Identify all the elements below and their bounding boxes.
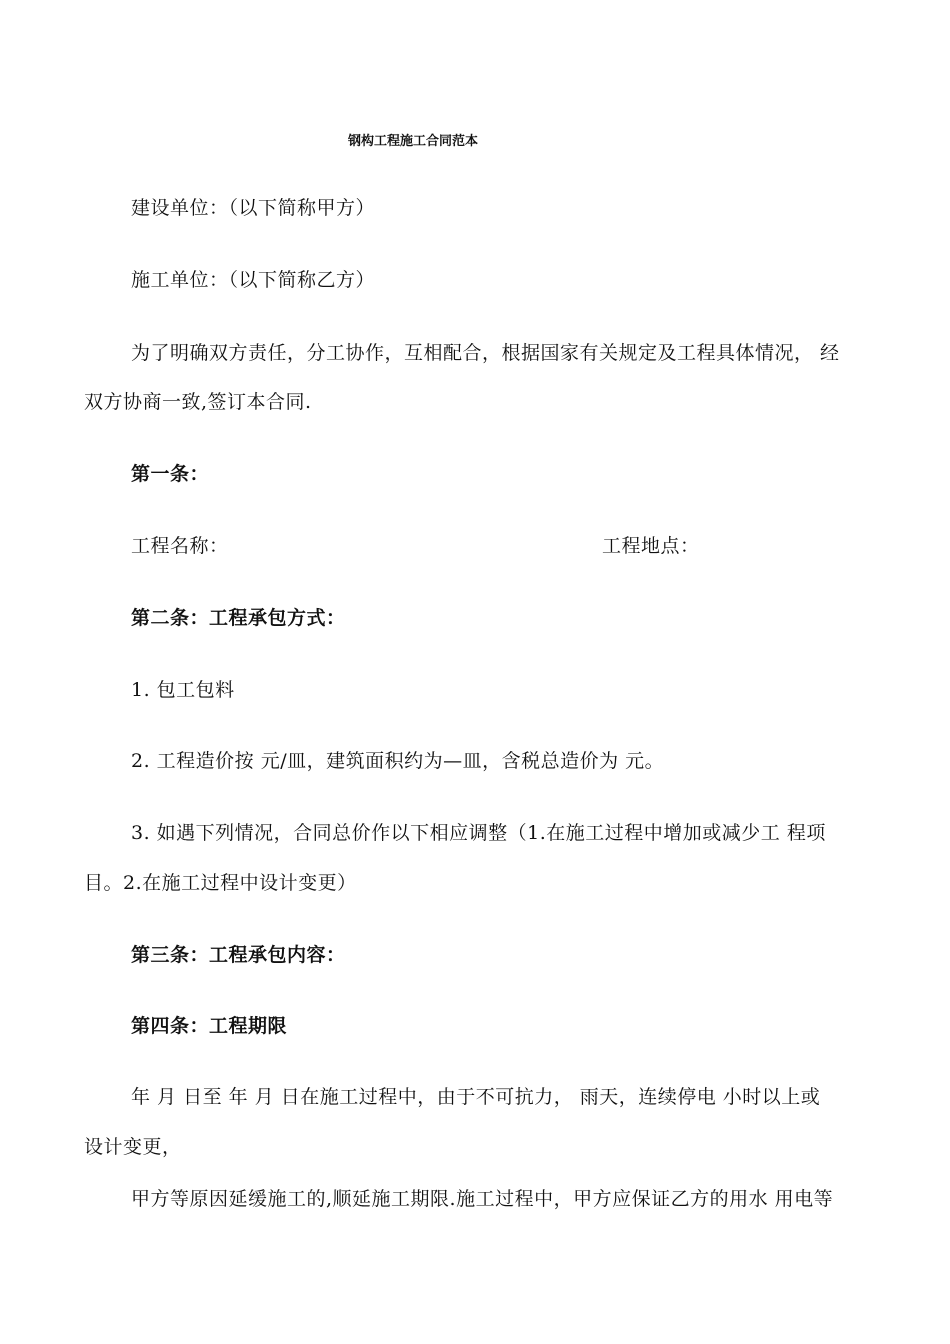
article-1-heading: 第一条： bbox=[131, 463, 210, 485]
intro-paragraph-line-1: 为了明确双方责任，分工协作，互相配合，根据国家有关规定及工程具体情况， 经 bbox=[131, 342, 840, 364]
party-a-line: 建设单位：（以下简称甲方） bbox=[131, 197, 376, 219]
item-3-line-1: 3. 如遇下列情况，合同总价作以下相应调整（1.在施工过程中增加或减少工 程项 bbox=[131, 822, 826, 844]
article-4-heading: 第四条：工程期限 bbox=[131, 1015, 288, 1037]
period-line-1: 年 月 日至 年 月 日在施工过程中，由于不可抗力， 雨天，连续停电 小时以上或 bbox=[131, 1086, 821, 1108]
party-b-line: 施工单位：（以下简称乙方） bbox=[131, 269, 376, 291]
item-2: 2. 工程造价按 元/皿，建筑面积约为—皿，含税总造价为 元。 bbox=[131, 750, 665, 772]
period-line-2: 设计变更， bbox=[84, 1136, 182, 1158]
document-title: 钢构工程施工合同范本 bbox=[347, 134, 478, 149]
item-3-line-2: 目。2.在施工过程中设计变更） bbox=[84, 872, 357, 894]
intro-paragraph-line-2: 双方协商一致,签订本合同. bbox=[84, 391, 312, 413]
period-line-3: 甲方等原因延缓施工的,顺延施工期限.施工过程中，甲方应保证乙方的用水 用电等 bbox=[131, 1188, 834, 1210]
project-name-label: 工程名称： bbox=[131, 535, 229, 557]
project-location-label: 工程地点： bbox=[602, 535, 700, 557]
item-1: 1. 包工包料 bbox=[131, 679, 235, 701]
article-3-heading: 第三条：工程承包内容： bbox=[131, 944, 346, 966]
article-2-heading: 第二条：工程承包方式： bbox=[131, 607, 346, 629]
